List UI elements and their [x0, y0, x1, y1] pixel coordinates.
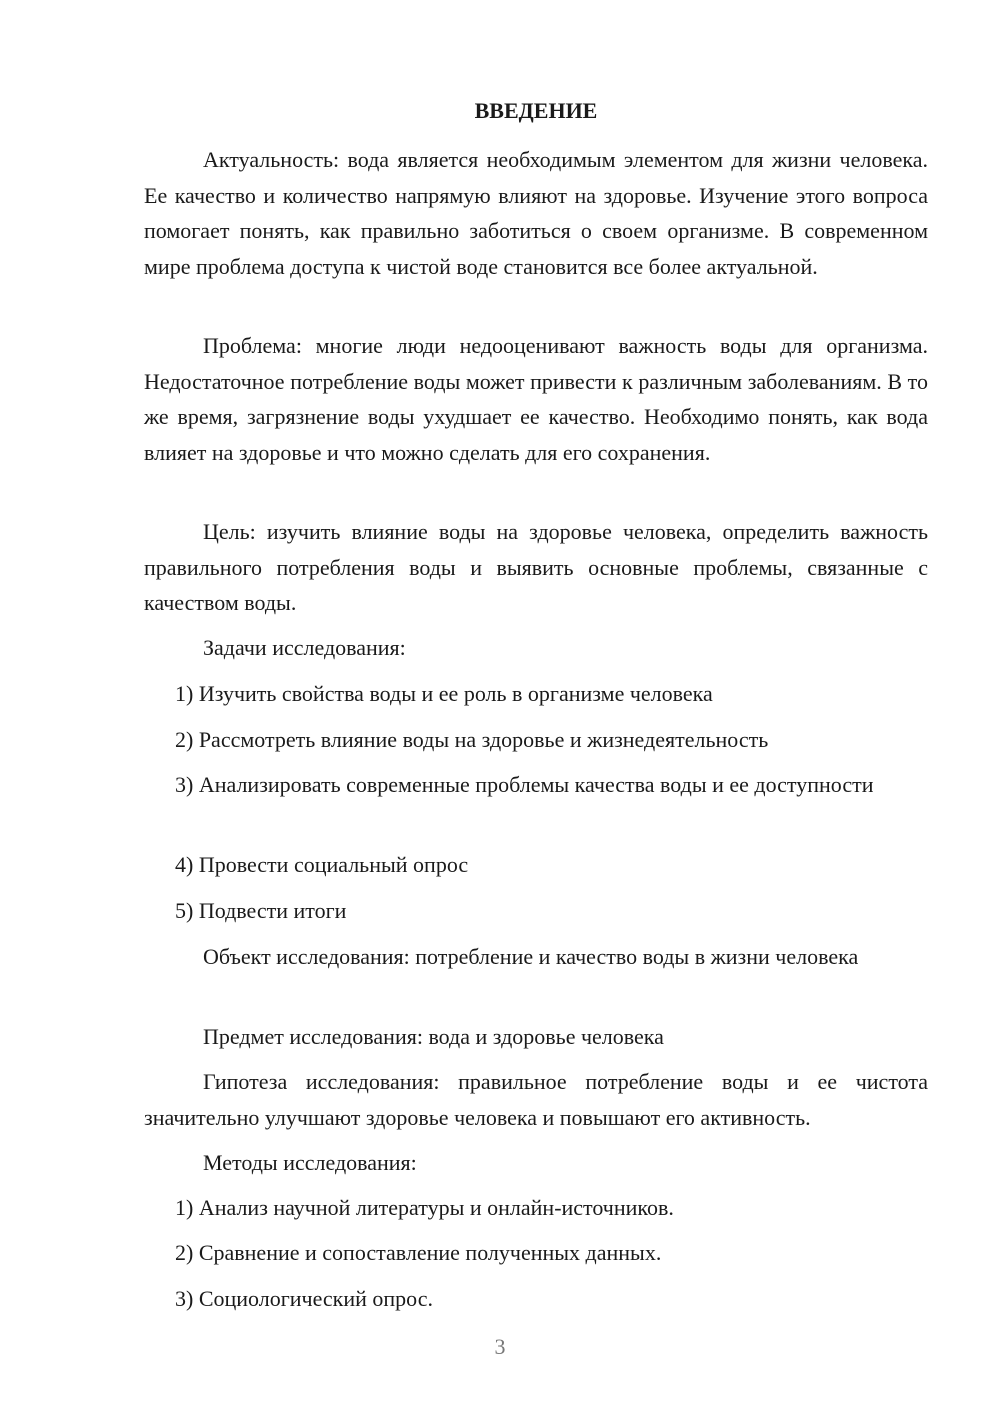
page-number: 3 — [494, 1334, 506, 1359]
task-item: 4) Провести социальный опрос — [175, 852, 469, 877]
relevance-paragraph: Актуальность: вода является необходимым элементом для жизни человека. Ее качество и количество напрямую влияют на здоровье. Изучение этого вопроса помогает понять, как правильно заботиться о своем организме. В современном мире проблема доступа к чистой воде становится все более актуальной. — [144, 147, 928, 279]
tasks-heading: Задачи исследования: — [203, 635, 406, 660]
page-title: ВВЕДЕНИЕ — [474, 98, 598, 123]
task-item: 2) Рассмотреть влияние воды на здоровье и жизнедеятельность — [175, 727, 769, 752]
method-item: 2) Сравнение и сопоставление полученных данных. — [175, 1240, 662, 1265]
goal-paragraph: Цель: изучить влияние воды на здоровье человека, определить важность правильного потребления воды и выявить основные проблемы, связанные с качеством воды. — [144, 519, 928, 615]
subject-paragraph: Предмет исследования: вода и здоровье человека — [203, 1024, 664, 1049]
methods-heading: Методы исследования: — [203, 1150, 417, 1175]
hypothesis-paragraph: Гипотеза исследования: правильное потребление воды и ее чистота значительно улучшают здоровье человека и повышают его активность. — [144, 1069, 928, 1130]
task-item: 1) Изучить свойства воды и ее роль в организме человека — [175, 681, 713, 706]
object-paragraph: Объект исследования: потребление и качество воды в жизни человека — [203, 944, 859, 969]
problem-paragraph: Проблема: многие люди недооценивают важность воды для организма. Недостаточное потребление воды может привести к различным заболеваниям. В то же время, загрязнение воды ухудшает ее качество. Необходимо понять, как вода влияет на здоровье и что можно сделать для его сохранения. — [144, 333, 928, 465]
method-item: 3) Социологический опрос. — [175, 1286, 433, 1311]
method-item: 1) Анализ научной литературы и онлайн-источников. — [175, 1195, 674, 1220]
task-item: 5) Подвести итоги — [175, 898, 347, 923]
task-item: 3) Анализировать современные проблемы качества воды и ее доступности — [175, 772, 874, 797]
